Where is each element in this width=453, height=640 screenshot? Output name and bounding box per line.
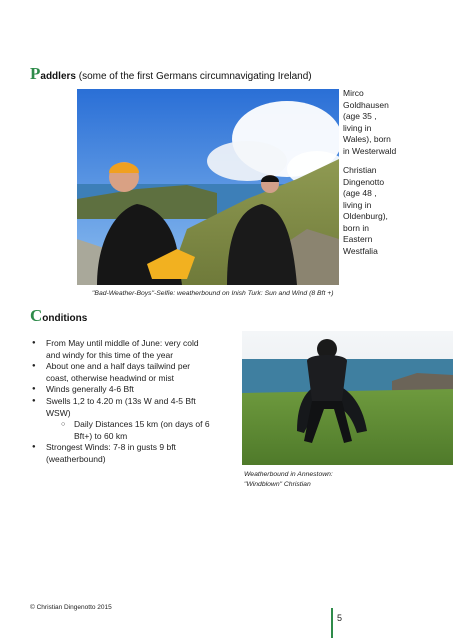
list-item-line: ● Winds generally 4-6 Bft <box>46 384 134 395</box>
selfie-photo <box>77 89 339 285</box>
person-mirco <box>343 88 443 157</box>
person-line: Dingenotto <box>343 176 385 187</box>
heading-subtitle: (some of the first Germans circumnavigating Ireland) <box>75 71 312 82</box>
windblown-caption <box>244 470 444 490</box>
person-line: in Westerwald <box>343 145 397 156</box>
person-line: Westfalia <box>343 245 378 256</box>
copyright-footer: © Christian Dingenotto 2015 <box>30 604 112 611</box>
heading-text: addlers <box>40 71 76 82</box>
list-item-line: ● Swells 1,2 to 4.20 m (13s W and 4-5 Bft <box>46 395 196 406</box>
selfie-caption: "Bad-Weather-Boys"-Selfie: weatherbound on Inish Turk: Sun and Wind (8 Bft +) <box>92 290 334 297</box>
list-item-line: ● Strongest Winds: 7-8 in gusts 9 bft <box>46 442 176 453</box>
list-item <box>30 338 245 361</box>
person-line: Mirco <box>343 88 364 98</box>
list-item-line: (weatherbound) <box>46 453 106 464</box>
windblown-photo-image <box>242 331 453 465</box>
windblown-photo <box>242 331 453 465</box>
person-line: Oldenburg), <box>343 211 388 221</box>
person-line: living in <box>343 199 372 210</box>
person-christian <box>343 165 443 257</box>
person-line: born in <box>343 222 369 233</box>
person-line: (age 48 , <box>343 188 377 198</box>
list-item-sub <box>30 419 245 442</box>
list-item-line: ○ Daily Distances 15 km (on days of 6 <box>74 419 210 430</box>
selfie-photo-image <box>77 89 339 285</box>
list-item <box>30 361 245 384</box>
list-item-line: WSW) <box>46 407 71 418</box>
person-line: Christian <box>343 165 377 175</box>
section-heading-conditions <box>30 306 87 326</box>
section-heading-paddlers <box>30 64 312 84</box>
list-item-line: ● From May until middle of June: very cold <box>46 338 199 348</box>
list-item-line: ● About one and a half days tailwind per <box>46 361 191 372</box>
person-line: Goldhausen <box>343 99 389 110</box>
page-number: 5 <box>337 613 343 623</box>
conditions-list <box>30 338 245 466</box>
person-line: (age 35 , <box>343 111 377 121</box>
list-item <box>30 396 245 419</box>
list-item <box>30 384 245 396</box>
list-item-line: Bft+) to 60 km <box>74 430 128 441</box>
person-line: living in <box>343 122 372 133</box>
list-item-line: and windy for this time of the year <box>46 349 174 360</box>
list-item-line: coast, otherwise headwind or mist <box>46 372 175 383</box>
caption-line: Weatherbound in Annestown: <box>244 471 333 478</box>
heading-text: onditions <box>42 313 88 324</box>
caption-line: "Windblown" Christian <box>244 481 311 488</box>
person-line: Wales), born <box>343 134 391 144</box>
heading-dropcap: P <box>30 64 41 83</box>
list-item <box>30 442 245 465</box>
person-line: Eastern <box>343 234 373 244</box>
page-number-bar <box>331 608 333 638</box>
heading-dropcap: C <box>30 306 43 325</box>
